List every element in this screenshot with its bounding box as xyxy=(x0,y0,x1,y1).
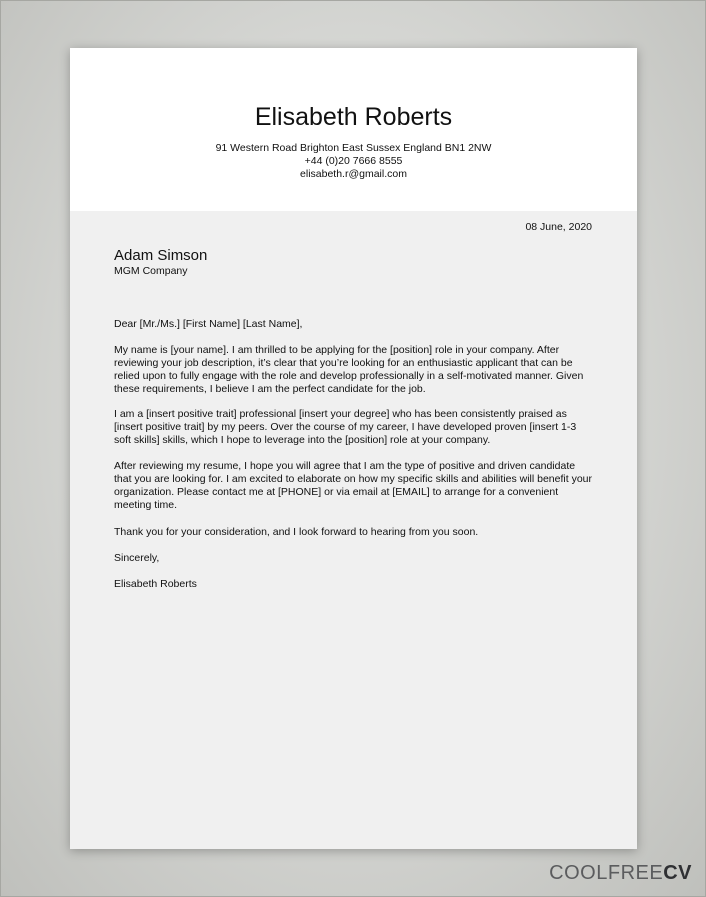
recipient-company: MGM Company xyxy=(114,265,188,277)
letter-date: 08 June, 2020 xyxy=(525,221,592,233)
cover-letter-page xyxy=(70,48,637,849)
coolfreecv-logo xyxy=(549,861,692,885)
logo-suffix: CV xyxy=(663,862,692,884)
body-paragraph: After reviewing my resume, I hope you will agree that I am the type of positive and driven candidate that you are looking for. I am excited to elaborate on how my specific skills and abilities will benefit your organization. Please contact me at [PHONE] or via email at [EMAIL] to arrange for a convenient meeting time. xyxy=(114,460,592,511)
body-paragraph: Thank you for your consideration, and I look forward to hearing from you soon. xyxy=(114,526,479,538)
closing: Sincerely, xyxy=(114,552,160,564)
recipient-name: Adam Simson xyxy=(114,247,208,264)
body-paragraph: My name is [your name]. I am thrilled to be applying for the [position] role in your company. After reviewing your job description, it’s clear that you’re looking for an enthusiastic applicant that can be relied upon to fully engage with the role and develop professionally in a self-motivated manner. Given these requirements, I believe I am the perfect candidate for the job. xyxy=(114,344,584,395)
sender-address: 91 Western Road Brighton East Sussex England BN1 2NW xyxy=(215,142,492,154)
letter-header xyxy=(70,48,637,211)
logo-prefix: COOLFREE xyxy=(549,862,664,884)
sender-name: Elisabeth Roberts xyxy=(254,103,453,131)
body-paragraph: I am a [insert positive trait] professional [insert your degree] who has been consistently praised as [insert positive trait] by my peers. Over the course of my career, I have developed proven [insert 1-3 soft skills] skills, which I hope to leverage into the [position] role at your company. xyxy=(114,408,577,446)
signature: Elisabeth Roberts xyxy=(114,578,197,590)
salutation: Dear [Mr./Ms.] [First Name] [Last Name], xyxy=(114,318,303,330)
sender-email: elisabeth.r@gmail.com xyxy=(300,168,407,180)
sender-phone: +44 (0)20 7666 8555 xyxy=(304,155,403,167)
